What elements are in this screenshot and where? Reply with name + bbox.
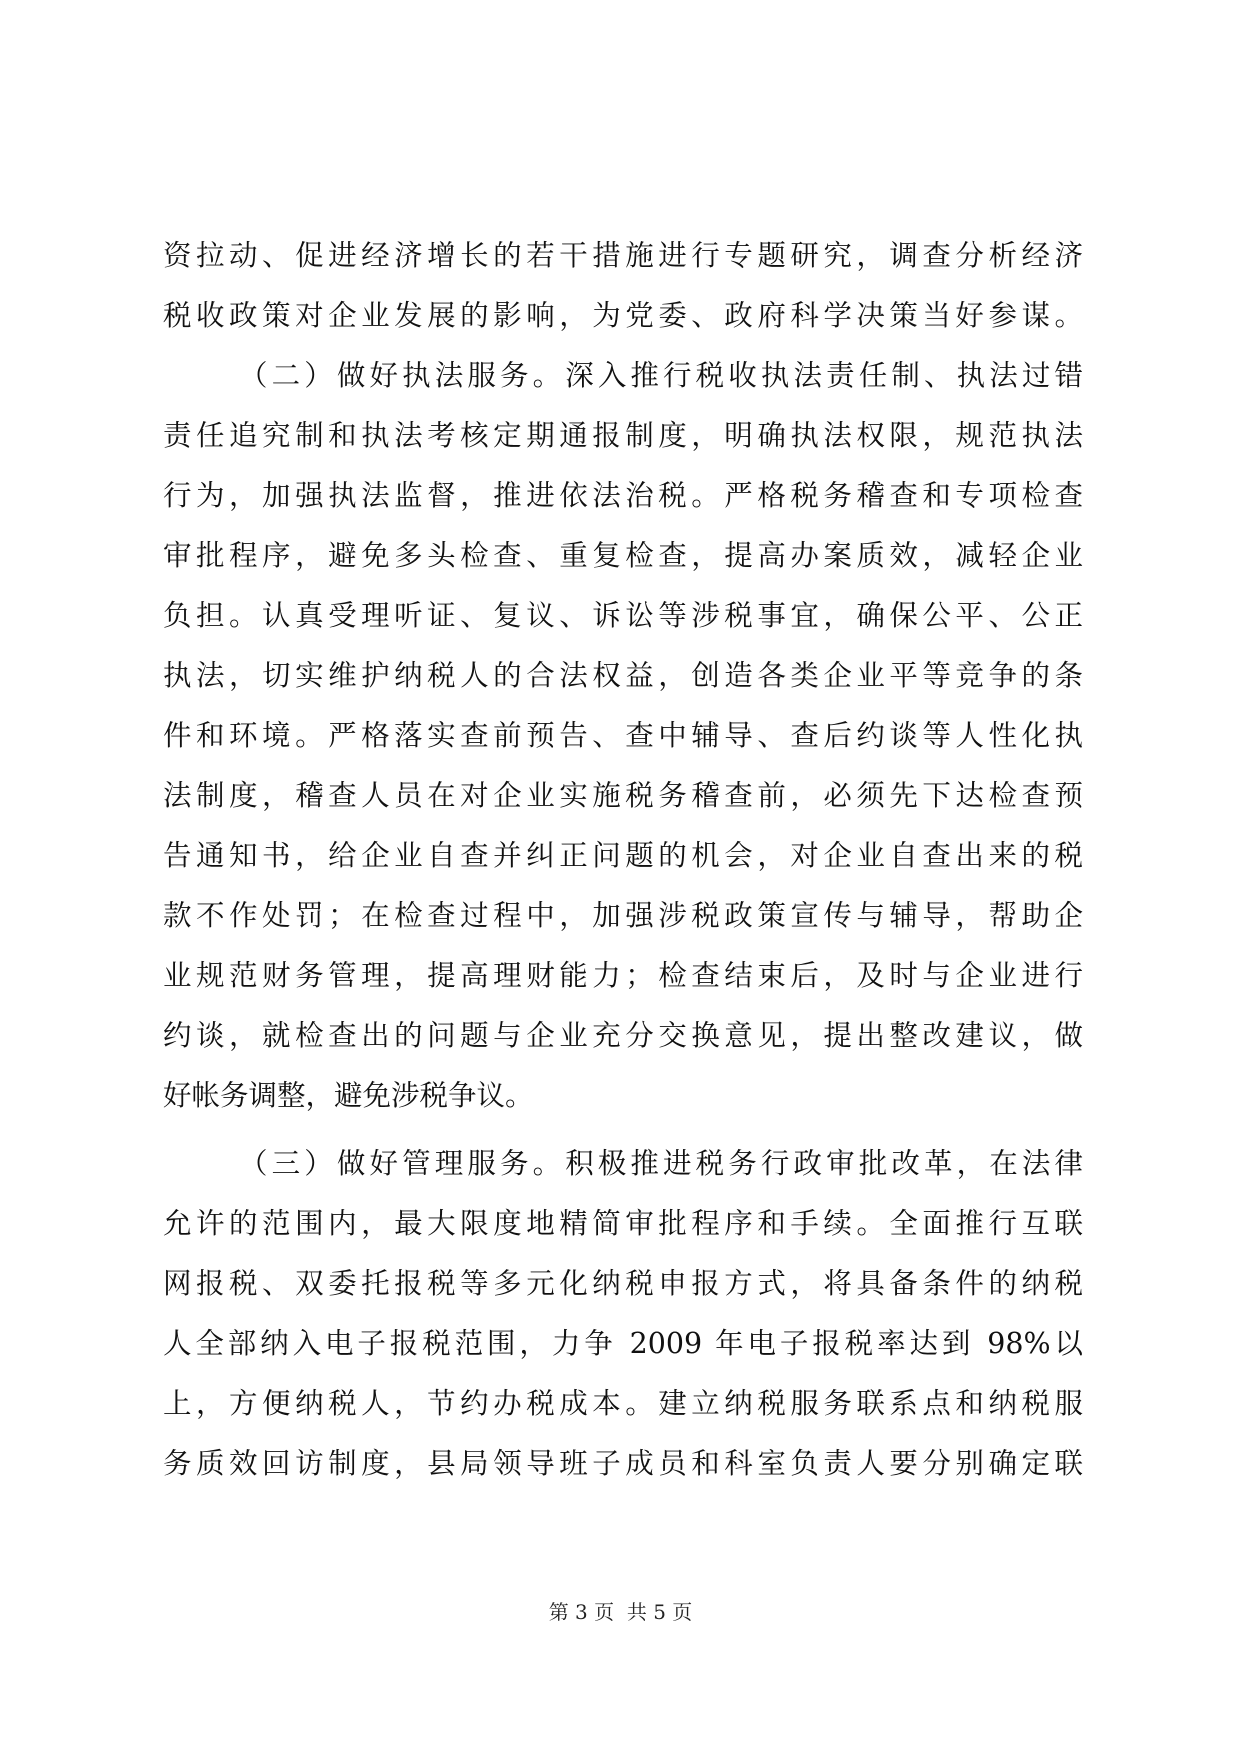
- page-footer: 第 3 页 共 5 页: [548, 1600, 693, 1624]
- text-line: 告通知书，给企业自查并纠正问题的机会，对企业自查出来的税: [163, 839, 1083, 872]
- body-text: [163, 226, 1083, 1494]
- text-line: 件和环境。严格落实查前预告、查中辅导、查后约谈等人性化执: [163, 719, 1083, 752]
- text-line: 负担。认真受理听证、复议、诉讼等涉税事宜，确保公平、公正: [163, 599, 1083, 632]
- paragraph: [163, 346, 1083, 1126]
- text-line: 约谈，就检查出的问题与企业充分交换意见，提出整改建议，做: [163, 1019, 1083, 1052]
- text-line: 网报税、双委托报税等多元化纳税申报方式，将具备条件的纳税: [163, 1267, 1083, 1300]
- text-line: 款不作处罚；在检查过程中，加强涉税政策宣传与辅导，帮助企: [163, 899, 1083, 932]
- text-line: 业规范财务管理，提高理财能力；检查结束后，及时与企业进行: [163, 959, 1083, 992]
- paragraph: [163, 1134, 1083, 1494]
- text-line: 法制度，稽查人员在对企业实施税务稽查前，必须先下达检查预: [163, 779, 1083, 812]
- text-line: 资拉动、促进经济增长的若干措施进行专题研究，调查分析经济: [163, 239, 1083, 272]
- text-line: （三）做好管理服务。积极推进税务行政审批改革，在法律: [239, 1147, 1083, 1180]
- text-line: 上，方便纳税人，节约办税成本。建立纳税服务联系点和纳税服: [163, 1387, 1083, 1420]
- text-line: （二）做好执法服务。深入推行税收执法责任制、执法过错: [239, 359, 1083, 392]
- text-line: 税收政策对企业发展的影响，为党委、政府科学决策当好参谋。: [163, 299, 1083, 332]
- text-line: 人全部纳入电子报税范围，力争 2009 年电子报税率达到 98%以: [163, 1327, 1083, 1360]
- text-line: 责任追究制和执法考核定期通报制度，明确执法权限，规范执法: [163, 419, 1083, 452]
- text-line: 允许的范围内，最大限度地精简审批程序和手续。全面推行互联: [163, 1207, 1083, 1240]
- text-line: 务质效回访制度，县局领导班子成员和科室负责人要分别确定联: [163, 1447, 1083, 1480]
- text-line: 好帐务调整，避免涉税争议。: [163, 1079, 534, 1112]
- paragraph: [163, 226, 1083, 346]
- text-line: 执法，切实维护纳税人的合法权益，创造各类企业平等竞争的条: [163, 659, 1083, 692]
- text-line: 审批程序，避免多头检查、重复检查，提高办案质效，减轻企业: [163, 539, 1083, 572]
- text-line: 行为，加强执法监督，推进依法治税。严格税务稽查和专项检查: [163, 479, 1083, 512]
